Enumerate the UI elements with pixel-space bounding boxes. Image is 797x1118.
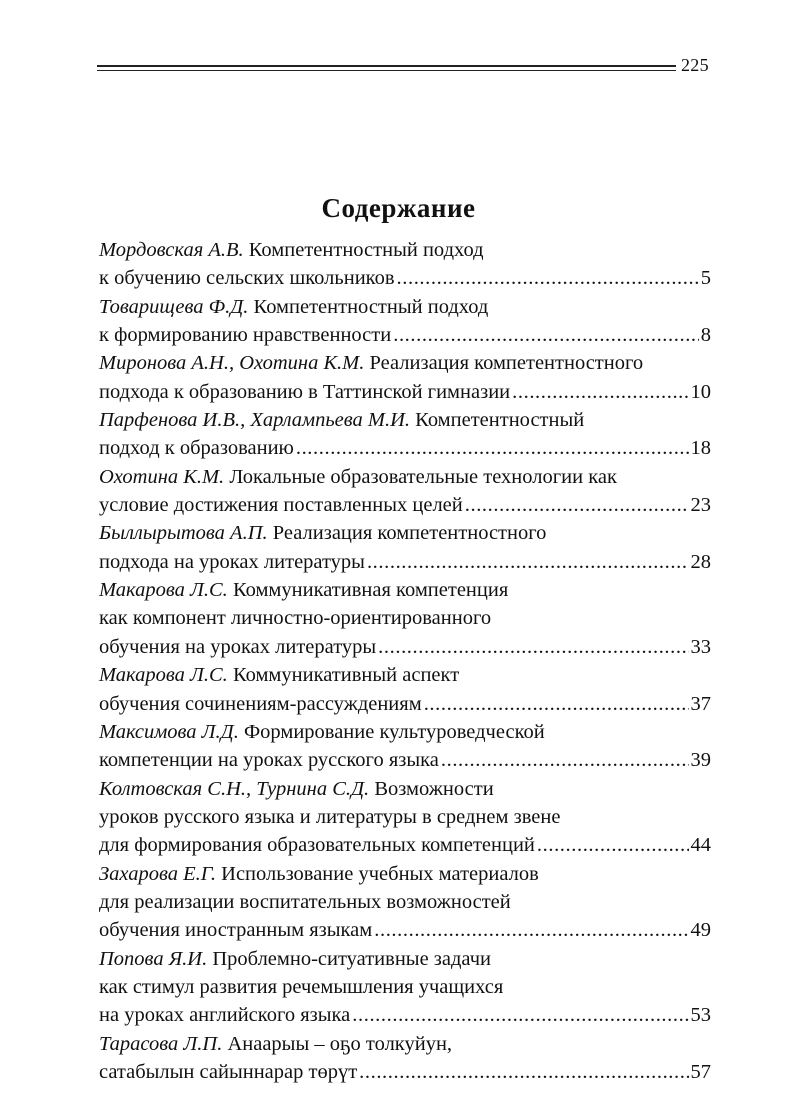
toc-entry-line [99,434,711,462]
toc-entry-line [99,661,711,689]
toc-title-text: обучения сочинениям-рассуждениям [99,692,422,715]
toc-page-number: 8 [700,324,711,347]
toc-title-text: Использование учебных материалов [221,862,539,885]
toc-entry-line [99,1058,711,1086]
dot-leaders [374,916,688,944]
toc-title-text: сатабылын сайыннарар төрүт [99,1060,358,1083]
toc-author: Парфенова И.В., Харлампьева М.И. [99,409,411,432]
toc-page-number: 28 [690,550,711,573]
toc-page-number: 37 [690,692,711,715]
toc-page-number: 44 [690,834,711,857]
toc-entry-line [99,775,711,803]
toc-page-number: 39 [690,749,711,772]
toc-author: Мордовская А.В. [99,239,244,261]
toc-entry-line [99,236,711,264]
toc-entry[interactable] [99,236,711,293]
toc-entry[interactable] [99,945,711,1030]
header-rule-bottom [97,70,676,71]
toc-entry-line [99,349,711,377]
toc-title-text: как компонент личностно-ориентированного [99,607,492,630]
toc-author: Макарова Л.С. [99,579,228,602]
toc-author: Колтовская С.Н., Турнина С.Д. [99,777,370,800]
toc-title-text: к формированию нравственности [99,324,392,347]
toc-title-text: компетенции на уроках русского языка [99,749,439,772]
toc-entry-line [99,916,711,944]
toc-author: Тарасова Л.П. [99,1032,223,1055]
toc-page-number: 5 [700,267,711,290]
dot-leaders [424,690,689,718]
toc-entry-line [99,576,711,604]
toc-entry-line [99,463,711,491]
toc-entry-line [99,860,711,888]
toc-title-text: подхода на уроках литературы [99,550,365,573]
toc-entry-line [99,378,711,406]
dot-leaders [441,746,689,774]
toc-page-number: 57 [690,1060,711,1083]
toc-entry-line [99,831,711,859]
toc-entry-line [99,690,711,718]
toc-title-text: Возможности [374,777,494,800]
toc-title-text: для реализации воспитательных возможностей [99,890,511,913]
page-title: Содержание [321,193,476,223]
toc-page-number: 18 [690,437,711,460]
toc-entry-line [99,604,711,632]
toc-entry[interactable] [99,576,711,661]
toc-title-text: подход к образованию [99,437,294,460]
toc-entry-line [99,633,711,661]
toc-entry-line [99,264,711,292]
toc-title-text: условие достижения поставленных целей [99,494,463,517]
toc-page-number: 49 [690,919,711,942]
toc-entry[interactable] [99,661,711,718]
dot-leaders [397,264,699,292]
toc-title-text: Локальные образовательные технологии как [229,465,617,488]
toc-entry-line [99,718,711,746]
toc-page-number: 23 [690,494,711,517]
dot-leaders [537,831,689,859]
toc-title-text: Анаарыы – оҕо толкуйун, [227,1032,453,1055]
dot-leaders [296,434,689,462]
toc-entry-line [99,519,711,547]
toc-entry[interactable] [99,463,711,520]
toc-page-number: 53 [690,1004,711,1027]
toc-title-text: Реализация компетентностного [369,352,644,375]
toc-title-text: на уроках английского языка [99,1004,351,1027]
toc-title-text: Проблемно-ситуативные задачи [212,947,491,970]
toc-title-text: Коммуникативная компетенция [232,579,509,602]
toc-title-text: для формирования образовательных компетенций [99,834,535,857]
toc-author: Охотина К.М. [99,465,225,488]
toc-author: Быллырытова А.П. [99,522,268,545]
toc-title-text: Коммуникативный аспект [232,664,460,687]
toc-author: Попова Я.И. [99,947,208,970]
toc-author: Миронова А.Н., Охотина К.М. [99,352,365,375]
toc-entry-line [99,406,711,434]
table-of-contents [99,236,711,1086]
toc-entry[interactable] [99,775,711,860]
header-rule-top [97,65,676,67]
toc-title-text: Формирование культуроведческой [243,720,545,743]
toc-title-text: Реализация компетентностного [272,522,547,545]
toc-title-text: к обучению сельских школьников [99,267,395,290]
toc-entry[interactable] [99,718,711,775]
toc-entry[interactable] [99,349,711,406]
dot-leaders [512,378,688,406]
toc-page-number: 10 [690,380,711,403]
toc-entry-line [99,888,711,916]
toc-title-text: Компетентностный подход [253,295,489,318]
toc-entry[interactable] [99,293,711,350]
dot-leaders [359,1058,688,1086]
toc-entry[interactable] [99,860,711,945]
toc-title-text: Компетентностный подход [248,239,484,261]
dot-leaders [465,491,689,519]
toc-author: Максимова Л.Д. [99,720,239,743]
dot-leaders [378,633,688,661]
toc-entry[interactable] [99,519,711,576]
toc-entry-line [99,321,711,349]
toc-author: Макарова Л.С. [99,664,228,687]
toc-entry-line [99,746,711,774]
toc-entry-line [99,293,711,321]
toc-entry[interactable] [99,1030,711,1087]
toc-title-text: уроков русского языка и литературы в среднем звене [99,805,561,828]
dot-leaders [393,321,699,349]
dot-leaders [352,1001,688,1029]
dot-leaders [367,548,689,576]
toc-page-number: 33 [690,635,711,658]
toc-entry[interactable] [99,406,711,463]
toc-entry-line [99,1001,711,1029]
toc-entry-line [99,491,711,519]
toc-title-text: как стимул развития речемышления учащихся [99,975,504,998]
toc-author: Товарищева Ф.Д. [99,295,249,318]
toc-entry-line [99,1030,711,1058]
toc-entry-line [99,973,711,1001]
toc-entry-line [99,548,711,576]
toc-author: Захарова Е.Г. [99,862,217,885]
toc-entry-line [99,803,711,831]
toc-entry-line [99,945,711,973]
toc-title-text: Компетентностный [415,409,585,432]
page-number: 225 [681,55,709,75]
toc-title-text: подхода к образованию в Таттинской гимназии [99,380,511,403]
toc-title-text: обучения на уроках литературы [99,635,377,658]
toc-title-text: обучения иностранным языкам [99,919,373,942]
